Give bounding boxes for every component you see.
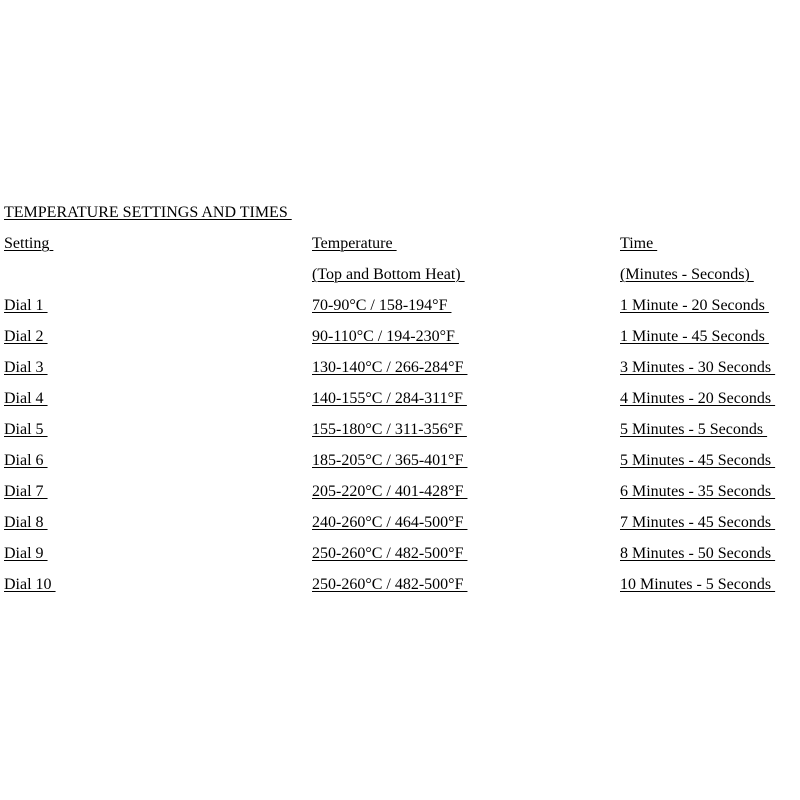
- temperature-cell: 250-260°C / 482-500°F: [312, 576, 468, 593]
- setting-cell: Dial 9: [4, 545, 48, 562]
- setting-cell: Dial 3: [4, 359, 48, 376]
- time-cell: 5 Minutes - 5 Seconds: [620, 421, 768, 438]
- setting-cell: Dial 8: [4, 514, 48, 531]
- temperature-cell: 90-110°C / 194-230°F: [312, 328, 459, 345]
- subheader-temperature: (Top and Bottom Heat): [312, 266, 465, 283]
- temperature-cell: 140-155°C / 284-311°F: [312, 390, 467, 407]
- temperature-cell: 185-205°C / 365-401°F: [312, 452, 468, 469]
- table-row: [4, 513, 796, 544]
- temperature-settings-table: [4, 203, 796, 606]
- table-header-row: [4, 234, 796, 265]
- setting-cell: Dial 10: [4, 576, 56, 593]
- setting-cell: Dial 5: [4, 421, 48, 438]
- table-row: [4, 358, 796, 389]
- temperature-cell: 155-180°C / 311-356°F: [312, 421, 467, 438]
- time-cell: 8 Minutes - 50 Seconds: [620, 545, 776, 562]
- time-cell: 6 Minutes - 35 Seconds: [620, 483, 776, 500]
- table-row: [4, 451, 796, 482]
- time-cell: 1 Minute - 45 Seconds: [620, 328, 769, 345]
- time-cell: 3 Minutes - 30 Seconds: [620, 359, 776, 376]
- setting-cell: Dial 1: [4, 297, 48, 314]
- column-header-temperature: Temperature: [312, 235, 397, 252]
- setting-cell: Dial 2: [4, 328, 48, 345]
- column-header-time: Time: [620, 235, 658, 252]
- table-subheader-row: [4, 265, 796, 296]
- table-row: [4, 327, 796, 358]
- time-cell: 4 Minutes - 20 Seconds: [620, 390, 776, 407]
- temperature-cell: 250-260°C / 482-500°F: [312, 545, 468, 562]
- table-row: [4, 420, 796, 451]
- page-title: TEMPERATURE SETTINGS AND TIMES: [4, 204, 292, 221]
- time-cell: 7 Minutes - 45 Seconds: [620, 514, 776, 531]
- time-cell: 5 Minutes - 45 Seconds: [620, 452, 776, 469]
- table-row: [4, 544, 796, 575]
- temperature-cell: 240-260°C / 464-500°F: [312, 514, 468, 531]
- temperature-cell: 70-90°C / 158-194°F: [312, 297, 452, 314]
- time-cell: 10 Minutes - 5 Seconds: [620, 576, 776, 593]
- setting-cell: Dial 6: [4, 452, 48, 469]
- table-row: [4, 482, 796, 513]
- setting-cell: Dial 7: [4, 483, 48, 500]
- table-row: [4, 575, 796, 606]
- table-row: [4, 389, 796, 420]
- time-cell: 1 Minute - 20 Seconds: [620, 297, 769, 314]
- column-header-setting: Setting: [4, 235, 54, 252]
- table-row: [4, 296, 796, 327]
- subheader-time: (Minutes - Seconds): [620, 266, 754, 283]
- setting-cell: Dial 4: [4, 390, 48, 407]
- temperature-cell: 130-140°C / 266-284°F: [312, 359, 468, 376]
- temperature-cell: 205-220°C / 401-428°F: [312, 483, 468, 500]
